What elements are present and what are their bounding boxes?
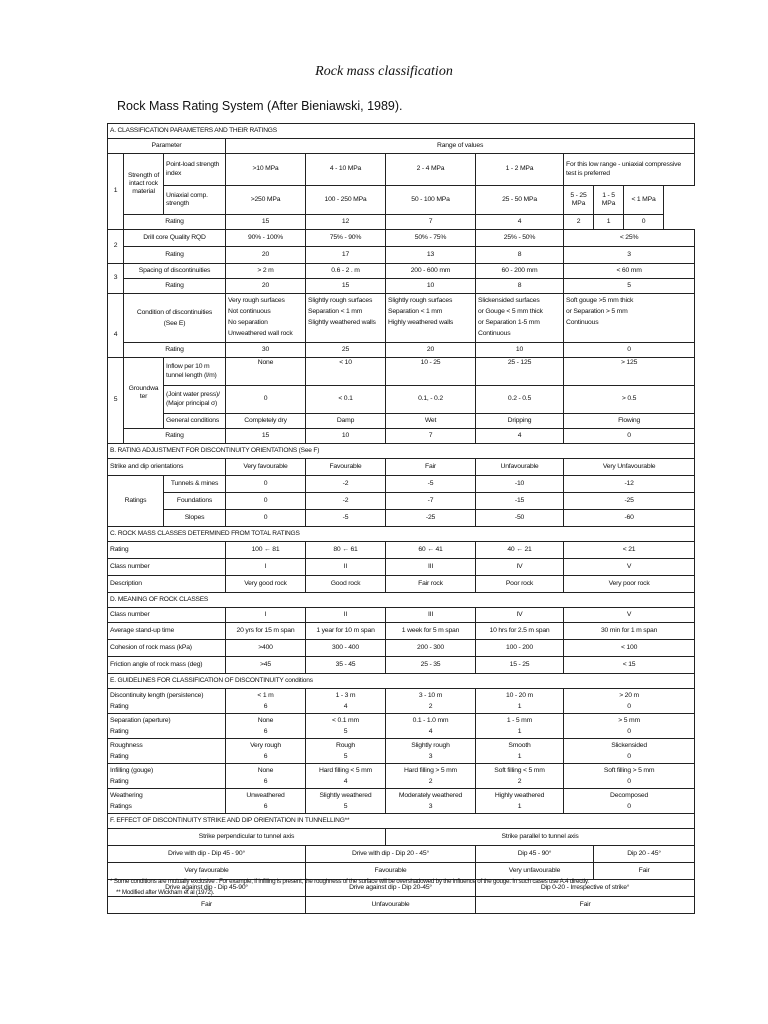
- rating-label: Rating: [124, 279, 226, 294]
- cell: Drive against dip - Dip 45-90°: [108, 880, 306, 897]
- cell: -10: [476, 476, 564, 493]
- text-line: 1: [517, 703, 522, 710]
- text-line: 3: [428, 753, 433, 760]
- cell: Dripping: [476, 414, 564, 429]
- cell: 50 - 100 MPa: [386, 186, 476, 215]
- cell: 0: [564, 429, 695, 444]
- param-number: 4: [108, 294, 124, 358]
- text-line: > 20 m: [619, 692, 639, 699]
- text-line: Hard filling > 5 mm: [403, 767, 458, 774]
- cell: Completely dry: [226, 414, 306, 429]
- cell: < 100: [564, 640, 695, 657]
- cell: >250 MPa: [226, 186, 306, 215]
- cell: Drive with dip - Dip 20 - 45°: [306, 846, 476, 863]
- cell: -50: [476, 510, 564, 527]
- text-line: 1 - 3 m: [335, 692, 356, 699]
- cell: Fair: [476, 897, 695, 914]
- guideline-cell: [564, 789, 695, 814]
- text-line: Unweathered: [246, 792, 285, 799]
- cell: >45: [226, 657, 306, 674]
- cell: I: [226, 608, 306, 623]
- text-line: 3: [428, 803, 433, 810]
- cell: 100 ← 81: [226, 542, 306, 559]
- cell: 8: [476, 279, 564, 294]
- text-line: > 5 mm: [618, 717, 640, 724]
- pressure-ratio-label: (Joint water press)/ (Major principal σ): [164, 386, 226, 414]
- guideline-label: [108, 764, 226, 789]
- cell: 2: [564, 215, 594, 230]
- cell: -7: [386, 493, 476, 510]
- cell: IV: [476, 608, 564, 623]
- cell: 20: [386, 343, 476, 358]
- text-line: Highly weathered: [494, 792, 545, 799]
- text-line: Moderately weathered: [398, 792, 463, 799]
- cell: 1: [594, 215, 624, 230]
- rqd-label: Drill core Quality RQD: [124, 230, 226, 247]
- cell: 0: [226, 510, 306, 527]
- text-line: 6: [263, 728, 268, 735]
- text-line: < 1 m: [257, 692, 274, 699]
- cell: Dip 0-20 - Irrespective of strike°: [476, 880, 695, 897]
- guideline-cell: [386, 714, 476, 739]
- cell: 1 year for 10 m span: [306, 623, 386, 640]
- text-line: None: [257, 717, 274, 724]
- cell: 100 - 250 MPa: [306, 186, 386, 215]
- cell: Very unfavourable: [476, 863, 594, 880]
- text-line: 4: [343, 703, 348, 710]
- inflow-label: Inflow per 10 m tunnel length (l/m): [164, 358, 226, 386]
- groundwater-label: Groundwa ter: [124, 358, 164, 429]
- cell: 17: [306, 247, 386, 264]
- cell: Very favourable: [226, 459, 306, 476]
- guideline-cell: [476, 789, 564, 814]
- row-label: Foundations: [164, 493, 226, 510]
- cell: -5: [306, 510, 386, 527]
- cell: 0.2 - 0.5: [476, 386, 564, 414]
- text-line: 1: [517, 803, 522, 810]
- guideline-cell: [386, 739, 476, 764]
- guideline-cell: [476, 739, 564, 764]
- param-number: 5: [108, 358, 124, 444]
- text-line: Roughness: [110, 742, 143, 749]
- text-line: Slickensided: [611, 742, 647, 749]
- condition-cell: [226, 294, 306, 343]
- text-line: Weathering: [110, 792, 143, 799]
- cell: >400: [226, 640, 306, 657]
- cell: 4: [476, 215, 564, 230]
- guideline-cell: [306, 689, 386, 714]
- text-line: Rating: [110, 703, 129, 710]
- cell: Poor rock: [476, 576, 564, 593]
- cell: < 60 mm: [564, 264, 695, 279]
- cell: 30 min for 1 m span: [564, 623, 695, 640]
- guideline-cell: [306, 764, 386, 789]
- cell: 10: [386, 279, 476, 294]
- cell: Drive with dip - Dip 45 - 90°: [108, 846, 306, 863]
- point-load-label: Point-load strength index: [164, 154, 226, 186]
- cell: Unfavourable: [476, 459, 564, 476]
- cell: Favourable: [306, 863, 476, 880]
- ucs-label: Uniaxial comp. strength: [164, 186, 226, 215]
- guideline-cell: [564, 714, 695, 739]
- section-f-heading: F. EFFECT OF DISCONTINUITY STRIKE AND DIP ORIENTATION IN TUNNELLING**: [108, 814, 695, 829]
- cell: 20 yrs for 15 m span: [226, 623, 306, 640]
- cell: -2: [306, 493, 386, 510]
- cell: Flowing: [564, 414, 695, 429]
- text-line: Soft filling > 5 mm: [603, 767, 655, 774]
- row-label: Friction angle of rock mass (deg): [108, 657, 226, 674]
- row-label: Rating: [108, 542, 226, 559]
- cell: Very favourable: [108, 863, 306, 880]
- guideline-cell: [476, 714, 564, 739]
- guideline-cell: [476, 689, 564, 714]
- document-title: Rock mass classification: [315, 64, 453, 79]
- guideline-cell: [386, 764, 476, 789]
- text-line: Rating: [110, 728, 129, 735]
- cell: Favourable: [306, 459, 386, 476]
- guideline-label: [108, 739, 226, 764]
- condition-label-line: Condition of discontinuities: [136, 309, 213, 316]
- cell: 25: [306, 343, 386, 358]
- strength-group-label: Strength of intact rock material: [124, 154, 164, 215]
- text-line: 6: [263, 803, 268, 810]
- text-line: Discontinuity length (persistence): [110, 692, 204, 699]
- section-a-heading: A. CLASSIFICATION PARAMETERS AND THEIR RATINGS: [108, 124, 695, 139]
- text-line: Rough: [335, 742, 356, 749]
- text-line: 5: [343, 753, 348, 760]
- text-line: Separation < 1 mm: [388, 308, 443, 315]
- guideline-cell: [226, 714, 306, 739]
- general-conditions-label: General conditions: [164, 414, 226, 429]
- cell: 60 - 200 mm: [476, 264, 564, 279]
- cell: 20: [226, 279, 306, 294]
- row-label: Cohesion of rock mass (kPa): [108, 640, 226, 657]
- text-line: Separation (aperture): [110, 717, 171, 724]
- text-line: 3 - 10 m: [418, 692, 443, 699]
- cell: Wet: [386, 414, 476, 429]
- text-line: 1: [517, 753, 522, 760]
- param-number: 2: [108, 230, 124, 264]
- text-line: 2: [517, 778, 522, 785]
- text-line: 4: [343, 778, 348, 785]
- text-line: Highly weathered walls: [388, 319, 454, 326]
- condition-label-line: (See E): [163, 320, 186, 327]
- cell: 60 ← 41: [386, 542, 476, 559]
- guideline-label: [108, 714, 226, 739]
- guideline-cell: [226, 764, 306, 789]
- guideline-cell: [306, 714, 386, 739]
- guideline-label: [108, 789, 226, 814]
- guideline-label: [108, 689, 226, 714]
- cell: 90% - 100%: [226, 230, 306, 247]
- text-line: 4: [428, 728, 433, 735]
- condition-label: [124, 294, 226, 343]
- guideline-cell: [564, 739, 695, 764]
- row-label: Class number: [108, 608, 226, 623]
- cell: IV: [476, 559, 564, 576]
- cell: 35 - 45: [306, 657, 386, 674]
- cell: 200 - 300: [386, 640, 476, 657]
- text-line: 6: [263, 753, 268, 760]
- text-line: 2: [428, 778, 433, 785]
- text-line: Slightly rough: [411, 742, 450, 749]
- cell: 100 - 200: [476, 640, 564, 657]
- cell: 10 - 25: [386, 358, 476, 386]
- cell: 25 - 35: [386, 657, 476, 674]
- cell: 7: [386, 429, 476, 444]
- cell: 1 - 5 MPa: [594, 186, 624, 215]
- row-label: Class number: [108, 559, 226, 576]
- cell: 20: [226, 247, 306, 264]
- text-line: 0: [627, 728, 631, 735]
- cell: Fair: [594, 863, 695, 880]
- rating-label: Rating: [124, 215, 226, 230]
- text-line: Continuous: [478, 330, 511, 337]
- cell: Very poor rock: [564, 576, 695, 593]
- footnote: * Some conditions are mutually exclusive . For example, if infilling is present, the roughness of the surface will be overshadowed by the influence of the gouge. In such cases use A.4 directly.: [110, 878, 589, 885]
- cell: 10: [306, 429, 386, 444]
- text-line: 6: [263, 703, 268, 710]
- text-line: Slickensided surfaces: [478, 297, 540, 304]
- text-line: Slightly rough surfaces: [388, 297, 453, 304]
- text-line: or Separation > 5 mm: [566, 308, 628, 315]
- cell: Fair rock: [386, 576, 476, 593]
- cell: Damp: [306, 414, 386, 429]
- text-line: Rating: [110, 778, 129, 785]
- cell: 0: [226, 476, 306, 493]
- cell: >10 MPa: [226, 154, 306, 186]
- condition-cell: [306, 294, 386, 343]
- cell: 0: [226, 386, 306, 414]
- text-line: Infilling (gouge): [110, 767, 154, 774]
- text-line: Decomposed: [610, 792, 649, 799]
- text-line: 0: [627, 803, 631, 810]
- text-line: 0: [627, 703, 631, 710]
- cell: > 2 m: [226, 264, 306, 279]
- cell: 7: [386, 215, 476, 230]
- text-line: or Gouge < 5 mm thick: [478, 308, 543, 315]
- cell: 8: [476, 247, 564, 264]
- cell: 4: [476, 429, 564, 444]
- rating-label: Rating: [124, 247, 226, 264]
- cell: > 0.5: [564, 386, 695, 414]
- text-line: Not continuous: [228, 308, 271, 315]
- rmr-table-wrapper: [107, 123, 694, 914]
- cell: < 0.1: [306, 386, 386, 414]
- guideline-cell: [564, 689, 695, 714]
- text-line: 5: [343, 803, 348, 810]
- text-line: Soft gouge >5 mm thick: [566, 297, 634, 304]
- cell: 1 week for 5 m span: [386, 623, 476, 640]
- text-line: 0: [627, 778, 631, 785]
- row-label: Tunnels & mines: [164, 476, 226, 493]
- text-line: Very rough surfaces: [228, 297, 285, 304]
- condition-cell: [386, 294, 476, 343]
- cell: 0: [226, 493, 306, 510]
- text-line: 1 - 5 mm: [506, 717, 533, 724]
- text-line: < 0.1 mm: [332, 717, 359, 724]
- cell: 25 - 50 MPa: [476, 186, 564, 215]
- text-line: Continuous: [566, 319, 599, 326]
- low-range-note: For this low range - uniaxial compressive test is preferred: [564, 154, 695, 186]
- cell: 5: [564, 279, 695, 294]
- parameter-header: Parameter: [108, 139, 226, 154]
- text-line: Unweathered wall rock: [228, 330, 293, 337]
- guideline-cell: [226, 789, 306, 814]
- cell: -25: [564, 493, 695, 510]
- cell: 5 - 25 MPa: [564, 186, 594, 215]
- cell: None: [226, 358, 306, 386]
- cell: 75% - 90%: [306, 230, 386, 247]
- cell: Fair: [108, 897, 306, 914]
- guideline-cell: [564, 764, 695, 789]
- param-number: 3: [108, 264, 124, 294]
- footnote: ** Modified after Wickham et al (1972).: [116, 889, 215, 896]
- text-line: Slightly weathered: [319, 792, 372, 799]
- range-header: Range of values: [226, 139, 695, 154]
- cell: 15: [226, 429, 306, 444]
- text-line: 6: [263, 778, 268, 785]
- cell: 3: [564, 247, 695, 264]
- text-line: Slightly weathered walls: [308, 319, 376, 326]
- cell: III: [386, 559, 476, 576]
- text-line: 0: [627, 753, 631, 760]
- cell: Drive against dip - Dip 20-45°: [306, 880, 476, 897]
- cell: II: [306, 559, 386, 576]
- cell: 0.1, - 0.2: [386, 386, 476, 414]
- cell: < 25%: [564, 230, 695, 247]
- cell: < 15: [564, 657, 695, 674]
- cell: > 125: [564, 358, 695, 386]
- cell: 80 ← 61: [306, 542, 386, 559]
- spacing-label: Spacing of discontinuities: [124, 264, 226, 279]
- cell: Very good rock: [226, 576, 306, 593]
- cell: 13: [386, 247, 476, 264]
- cell: 25 - 125: [476, 358, 564, 386]
- text-line: 10 - 20 m: [506, 692, 533, 699]
- guideline-cell: [386, 789, 476, 814]
- cell: 30: [226, 343, 306, 358]
- text-line: or Separation 1-5 mm: [478, 319, 540, 326]
- rmr-table: [107, 123, 695, 914]
- strike-perpendicular-header: Strike perpendicular to tunnel axis: [108, 829, 386, 846]
- cell: 15: [226, 215, 306, 230]
- guideline-cell: [386, 689, 476, 714]
- guideline-cell: [226, 689, 306, 714]
- cell: II: [306, 608, 386, 623]
- text-line: None: [257, 767, 274, 774]
- guideline-cell: [306, 739, 386, 764]
- guideline-cell: [226, 739, 306, 764]
- cell: Fair: [386, 459, 476, 476]
- cell: -2: [306, 476, 386, 493]
- cell: 10: [476, 343, 564, 358]
- row-label: Description: [108, 576, 226, 593]
- section-b-heading: B. RATING ADJUSTMENT FOR DISCONTINUITY ORIENTATIONS (See F): [108, 444, 695, 459]
- text-line: Smooth: [508, 742, 531, 749]
- cell: 10 hrs for 2.5 m span: [476, 623, 564, 640]
- cell: -15: [476, 493, 564, 510]
- cell: -25: [386, 510, 476, 527]
- cell: 4 - 10 MPa: [306, 154, 386, 186]
- text-line: Hard filling < 5 mm: [318, 767, 373, 774]
- cell: 25% - 50%: [476, 230, 564, 247]
- cell: 12: [306, 215, 386, 230]
- rating-label: Rating: [124, 429, 226, 444]
- text-line: 2: [428, 703, 433, 710]
- cell: V: [564, 559, 695, 576]
- guideline-cell: [476, 764, 564, 789]
- cell: Good rock: [306, 576, 386, 593]
- text-line: No separation: [228, 319, 268, 326]
- cell: -5: [386, 476, 476, 493]
- cell: < 1 MPa: [624, 186, 664, 215]
- cell: 0: [624, 215, 664, 230]
- cell: 200 - 600 mm: [386, 264, 476, 279]
- document-subtitle: Rock Mass Rating System (After Bieniawski, 1989).: [117, 99, 403, 113]
- cell: 0: [564, 343, 695, 358]
- cell: 15: [306, 279, 386, 294]
- section-d-heading: D. MEANING OF ROCK CLASSES: [108, 593, 695, 608]
- text-line: 5: [343, 728, 348, 735]
- rating-label: Rating: [124, 343, 226, 358]
- ratings-label: Ratings: [108, 476, 164, 527]
- cell: Dip 45 - 90°: [476, 846, 594, 863]
- cell: 2 - 4 MPa: [386, 154, 476, 186]
- cell: < 10: [306, 358, 386, 386]
- cell: -12: [564, 476, 695, 493]
- cell: Dip 20 - 45°: [594, 846, 695, 863]
- cell: Unfavourable: [306, 897, 476, 914]
- row-label: Average stand-up time: [108, 623, 226, 640]
- text-line: Very rough: [250, 742, 281, 749]
- cell: 40 ← 21: [476, 542, 564, 559]
- param-number: 1: [108, 154, 124, 230]
- text-line: Rating: [110, 753, 129, 760]
- guideline-cell: [306, 789, 386, 814]
- cell: 0.6 - 2 . m: [306, 264, 386, 279]
- cell: V: [564, 608, 695, 623]
- condition-cell: [564, 294, 695, 343]
- cell: I: [226, 559, 306, 576]
- strike-dip-label: Strike and dip orientations: [108, 459, 226, 476]
- strike-parallel-header: Strike parallel to tunnel axis: [386, 829, 695, 846]
- condition-cell: [476, 294, 564, 343]
- cell: III: [386, 608, 476, 623]
- cell: 1 - 2 MPa: [476, 154, 564, 186]
- cell: 15 - 25: [476, 657, 564, 674]
- text-line: 0.1 - 1.0 mm: [412, 717, 449, 724]
- section-c-heading: C. ROCK MASS CLASSES DETERMINED FROM TOTAL RATINGS: [108, 527, 695, 542]
- text-line: Soft filling < 5 mm: [494, 767, 545, 774]
- cell: 50% - 75%: [386, 230, 476, 247]
- row-label: Slopes: [164, 510, 226, 527]
- text-line: Separation < 1 mm: [308, 308, 363, 315]
- text-line: 1: [517, 728, 522, 735]
- cell: 300 - 400: [306, 640, 386, 657]
- cell: < 21: [564, 542, 695, 559]
- text-line: Ratings: [110, 803, 132, 810]
- cell: Very Unfavourable: [564, 459, 695, 476]
- text-line: Slightly rough surfaces: [308, 297, 373, 304]
- cell: -60: [564, 510, 695, 527]
- section-e-heading: E. GUIDELINES FOR CLASSIFICATION OF DISCONTINUITY conditions: [108, 674, 695, 689]
